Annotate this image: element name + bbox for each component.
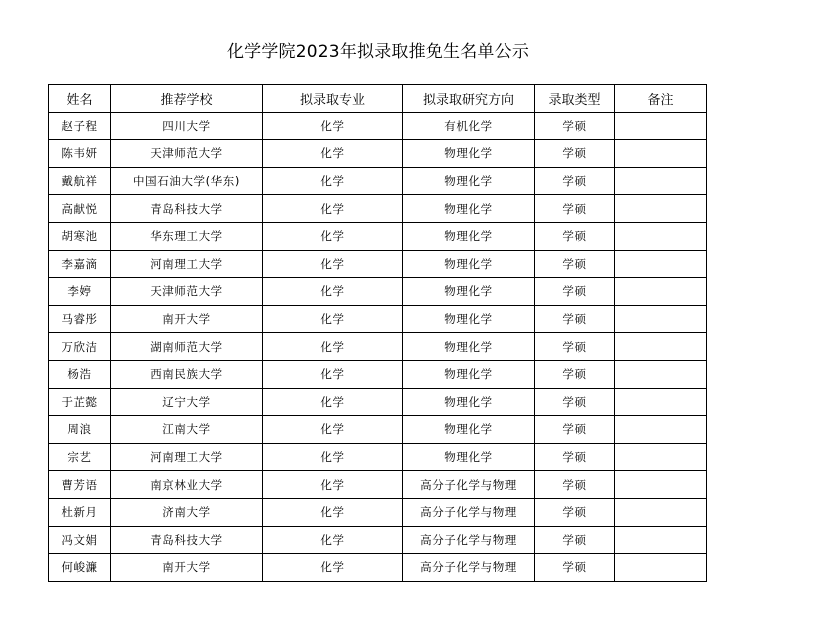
cell-research-direction: 物理化学 [403, 388, 535, 416]
cell-school: 南开大学 [111, 554, 263, 582]
cell-major: 化学 [263, 498, 403, 526]
cell-remarks [615, 554, 707, 582]
cell-school: 河南理工大学 [111, 250, 263, 278]
cell-school: 辽宁大学 [111, 388, 263, 416]
cell-admission-type: 学硕 [535, 250, 615, 278]
cell-major: 化学 [263, 443, 403, 471]
table-row [49, 250, 707, 278]
cell-major: 化学 [263, 471, 403, 499]
cell-major: 化学 [263, 388, 403, 416]
table-header [49, 85, 707, 113]
cell-major: 化学 [263, 526, 403, 554]
cell-school: 青岛科技大学 [111, 195, 263, 223]
cell-name: 陈韦妍 [49, 140, 111, 168]
cell-school: 西南民族大学 [111, 360, 263, 388]
cell-research-direction: 高分子化学与物理 [403, 471, 535, 499]
cell-name: 戴航祥 [49, 167, 111, 195]
table-row [49, 388, 707, 416]
cell-name: 高献悦 [49, 195, 111, 223]
header-remarks: 备注 [615, 85, 707, 113]
cell-remarks [615, 498, 707, 526]
cell-research-direction: 物理化学 [403, 305, 535, 333]
cell-admission-type: 学硕 [535, 222, 615, 250]
header-major: 拟录取专业 [263, 85, 403, 113]
cell-name: 杨浩 [49, 360, 111, 388]
cell-name: 宗艺 [49, 443, 111, 471]
cell-research-direction: 物理化学 [403, 167, 535, 195]
table-row [49, 112, 707, 140]
cell-admission-type: 学硕 [535, 471, 615, 499]
cell-admission-type: 学硕 [535, 333, 615, 361]
cell-name: 胡寒池 [49, 222, 111, 250]
cell-remarks [615, 167, 707, 195]
table-row [49, 416, 707, 444]
cell-remarks [615, 388, 707, 416]
cell-admission-type: 学硕 [535, 278, 615, 306]
cell-school: 河南理工大学 [111, 443, 263, 471]
table-row [49, 471, 707, 499]
cell-major: 化学 [263, 554, 403, 582]
cell-major: 化学 [263, 416, 403, 444]
cell-remarks [615, 112, 707, 140]
cell-remarks [615, 250, 707, 278]
cell-research-direction: 物理化学 [403, 416, 535, 444]
cell-major: 化学 [263, 360, 403, 388]
cell-major: 化学 [263, 167, 403, 195]
cell-name: 马睿彤 [49, 305, 111, 333]
cell-admission-type: 学硕 [535, 416, 615, 444]
cell-admission-type: 学硕 [535, 388, 615, 416]
cell-name: 李嘉滴 [49, 250, 111, 278]
admission-table [48, 84, 707, 582]
cell-school: 华东理工大学 [111, 222, 263, 250]
cell-school: 青岛科技大学 [111, 526, 263, 554]
cell-name: 赵子程 [49, 112, 111, 140]
table-row [49, 498, 707, 526]
cell-admission-type: 学硕 [535, 443, 615, 471]
cell-school: 天津师范大学 [111, 140, 263, 168]
table-body [49, 112, 707, 581]
cell-school: 中国石油大学(华东) [111, 167, 263, 195]
cell-research-direction: 物理化学 [403, 195, 535, 223]
header-row [49, 85, 707, 113]
table-row [49, 167, 707, 195]
cell-research-direction: 物理化学 [403, 333, 535, 361]
cell-remarks [615, 278, 707, 306]
cell-major: 化学 [263, 250, 403, 278]
cell-remarks [615, 195, 707, 223]
cell-name: 周浪 [49, 416, 111, 444]
cell-school: 南开大学 [111, 305, 263, 333]
cell-research-direction: 物理化学 [403, 443, 535, 471]
cell-school: 天津师范大学 [111, 278, 263, 306]
page-title: 化学学院2023年拟录取推免生名单公示 [226, 42, 530, 62]
cell-major: 化学 [263, 112, 403, 140]
table-row [49, 222, 707, 250]
cell-admission-type: 学硕 [535, 554, 615, 582]
cell-remarks [615, 333, 707, 361]
cell-admission-type: 学硕 [535, 360, 615, 388]
cell-remarks [615, 360, 707, 388]
header-research-direction: 拟录取研究方向 [403, 85, 535, 113]
cell-remarks [615, 305, 707, 333]
cell-remarks [615, 222, 707, 250]
header-admission-type: 录取类型 [535, 85, 615, 113]
table-row [49, 360, 707, 388]
cell-school: 江南大学 [111, 416, 263, 444]
cell-major: 化学 [263, 333, 403, 361]
cell-remarks [615, 416, 707, 444]
cell-name: 曹芳语 [49, 471, 111, 499]
cell-remarks [615, 140, 707, 168]
cell-admission-type: 学硕 [535, 498, 615, 526]
cell-research-direction: 物理化学 [403, 278, 535, 306]
cell-admission-type: 学硕 [535, 112, 615, 140]
cell-major: 化学 [263, 140, 403, 168]
cell-research-direction: 物理化学 [403, 250, 535, 278]
cell-research-direction: 有机化学 [403, 112, 535, 140]
cell-major: 化学 [263, 305, 403, 333]
cell-major: 化学 [263, 222, 403, 250]
cell-research-direction: 物理化学 [403, 360, 535, 388]
header-name: 姓名 [49, 85, 111, 113]
cell-remarks [615, 526, 707, 554]
table-row [49, 195, 707, 223]
cell-school: 湖南师范大学 [111, 333, 263, 361]
cell-school: 济南大学 [111, 498, 263, 526]
cell-name: 万欣洁 [49, 333, 111, 361]
cell-name: 李婷 [49, 278, 111, 306]
cell-research-direction: 高分子化学与物理 [403, 554, 535, 582]
cell-admission-type: 学硕 [535, 305, 615, 333]
cell-school: 南京林业大学 [111, 471, 263, 499]
table-row [49, 305, 707, 333]
cell-remarks [615, 443, 707, 471]
table-row [49, 554, 707, 582]
cell-research-direction: 高分子化学与物理 [403, 526, 535, 554]
cell-research-direction: 物理化学 [403, 222, 535, 250]
cell-major: 化学 [263, 195, 403, 223]
cell-name: 杜新月 [49, 498, 111, 526]
cell-remarks [615, 471, 707, 499]
header-school: 推荐学校 [111, 85, 263, 113]
cell-school: 四川大学 [111, 112, 263, 140]
table-row [49, 278, 707, 306]
cell-name: 于芷懿 [49, 388, 111, 416]
cell-admission-type: 学硕 [535, 140, 615, 168]
table-row [49, 526, 707, 554]
table-row [49, 140, 707, 168]
cell-admission-type: 学硕 [535, 195, 615, 223]
cell-research-direction: 物理化学 [403, 140, 535, 168]
cell-name: 冯文娟 [49, 526, 111, 554]
cell-name: 何峻濂 [49, 554, 111, 582]
cell-admission-type: 学硕 [535, 167, 615, 195]
cell-research-direction: 高分子化学与物理 [403, 498, 535, 526]
table-row [49, 333, 707, 361]
table-row [49, 443, 707, 471]
cell-admission-type: 学硕 [535, 526, 615, 554]
cell-major: 化学 [263, 278, 403, 306]
